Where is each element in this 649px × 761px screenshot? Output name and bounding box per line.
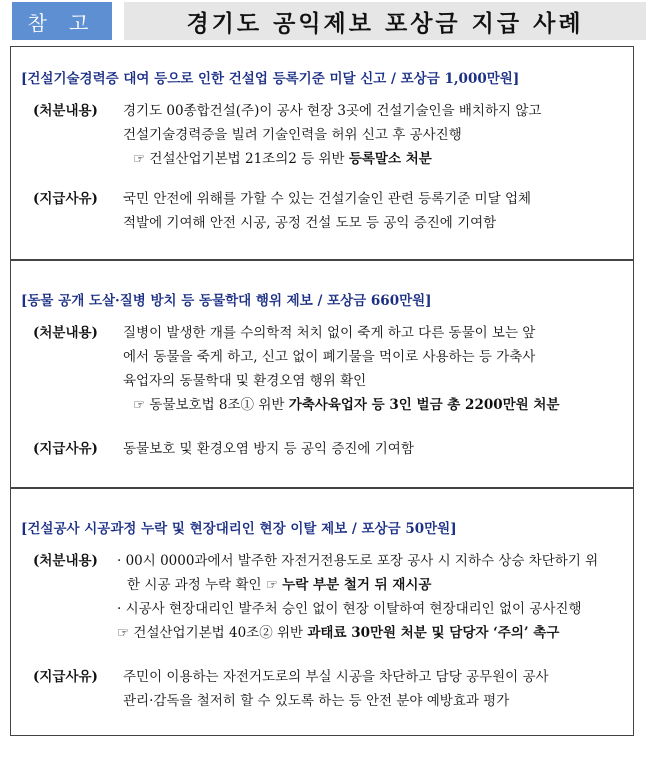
action-content: [117, 549, 629, 645]
case-box-2: [10, 260, 634, 488]
pointing-hand-icon: ☞: [265, 577, 278, 593]
reason-label: (지급사유): [33, 191, 98, 207]
action-result: 과태료 30만원 처분 및 담당자 ‘주의’ 촉구: [307, 625, 560, 641]
case-title: [건설공사 시공과정 누락 및 현장대리인 현장 이탈 제보 / 포상금 50만원]: [21, 521, 457, 537]
action-law-line: [123, 147, 629, 171]
reason-content: [123, 665, 629, 713]
case-title: [동물 공개 도살·질병 방치 등 동물학대 행위 제보 / 포상금 660만원]: [21, 293, 432, 309]
reason-line: 주민이 이용하는 자전거도로의 부실 시공을 차단하고 담당 공무원이 공사: [123, 669, 549, 685]
case-box-1: [10, 46, 634, 260]
action-content: [123, 99, 629, 171]
action-label: (처분내용): [33, 325, 98, 341]
action-line: 한 시공 과정 누락 확인 ☞ 누락 부분 철거 뒤 재시공: [127, 577, 432, 593]
action-law-line: [117, 621, 629, 645]
reason-label: (지급사유): [33, 441, 98, 457]
action-line: · 00시 0000과에서 발주한 자전거전용도로 포장 공사 시 지하수 상승 차단하기 위: [117, 553, 599, 569]
action-line: 육업자의 동물학대 및 환경오염 행위 확인: [123, 373, 367, 389]
case-box-3: [10, 488, 634, 736]
header: [12, 2, 646, 40]
page-title: 경기도 공익제보 포상금 지급 사례: [124, 2, 646, 40]
reason-line: 국민 안전에 위해를 가할 수 있는 건설기술인 관련 등록기준 미달 업체: [123, 191, 532, 207]
pointing-hand-icon: ☞: [133, 151, 146, 167]
case-title: [건설기술경력증 대여 등으로 인한 건설업 등록기준 미달 신고 / 포상금 1,000만원]: [21, 71, 520, 87]
action-law-line: [123, 393, 629, 417]
action-line: 경기도 00종합건설(주)이 공사 현장 3곳에 건설기술인을 배치하지 않고: [123, 103, 542, 119]
reason-label: (지급사유): [33, 669, 98, 685]
action-line: · 시공사 현장대리인 발주처 승인 없이 현장 이탈하여 현장대리인 없이 공사진행: [117, 601, 582, 617]
action-content: [123, 321, 629, 417]
action-result-inline: 누락 부분 철거 뒤 재시공: [282, 577, 432, 593]
action-label: (처분내용): [33, 553, 98, 569]
pointing-hand-icon: ☞: [133, 397, 146, 413]
action-result: 가축사육업자 등 3인 벌금 총 2200만원 처분: [288, 397, 560, 413]
action-line: 건설기술경력증을 빌려 기술인력을 허위 신고 후 공사진행: [123, 127, 462, 143]
pointing-hand-icon: ☞: [117, 625, 130, 641]
action-result: 등록말소 처분: [348, 151, 432, 167]
reason-content: [123, 437, 629, 461]
action-line: 질병이 발생한 개를 수의학적 처치 없이 죽게 하고 다른 동물이 보는 앞: [123, 325, 536, 341]
action-law: 건설산업기본법 40조② 위반: [133, 625, 304, 641]
reason-line: 관리·감독을 철저히 할 수 있도록 하는 등 안전 분야 예방효과 평가: [123, 693, 510, 709]
reason-line: 동물보호 및 환경오염 방지 등 공익 증진에 기여함: [123, 441, 414, 457]
action-law: 동물보호법 8조① 위반: [149, 397, 285, 413]
reason-line: 적발에 기여해 안전 시공, 공정 건설 도모 등 공익 증진에 기여함: [123, 215, 497, 231]
action-label: (처분내용): [33, 103, 98, 119]
reference-tag: 참 고: [12, 2, 112, 40]
reason-content: [123, 187, 629, 235]
action-law: 건설산업기본법 21조의2 등 위반: [149, 151, 345, 167]
action-line: 에서 동물을 죽게 하고, 신고 없이 폐기물을 먹이로 사용하는 등 가축사: [123, 349, 536, 365]
